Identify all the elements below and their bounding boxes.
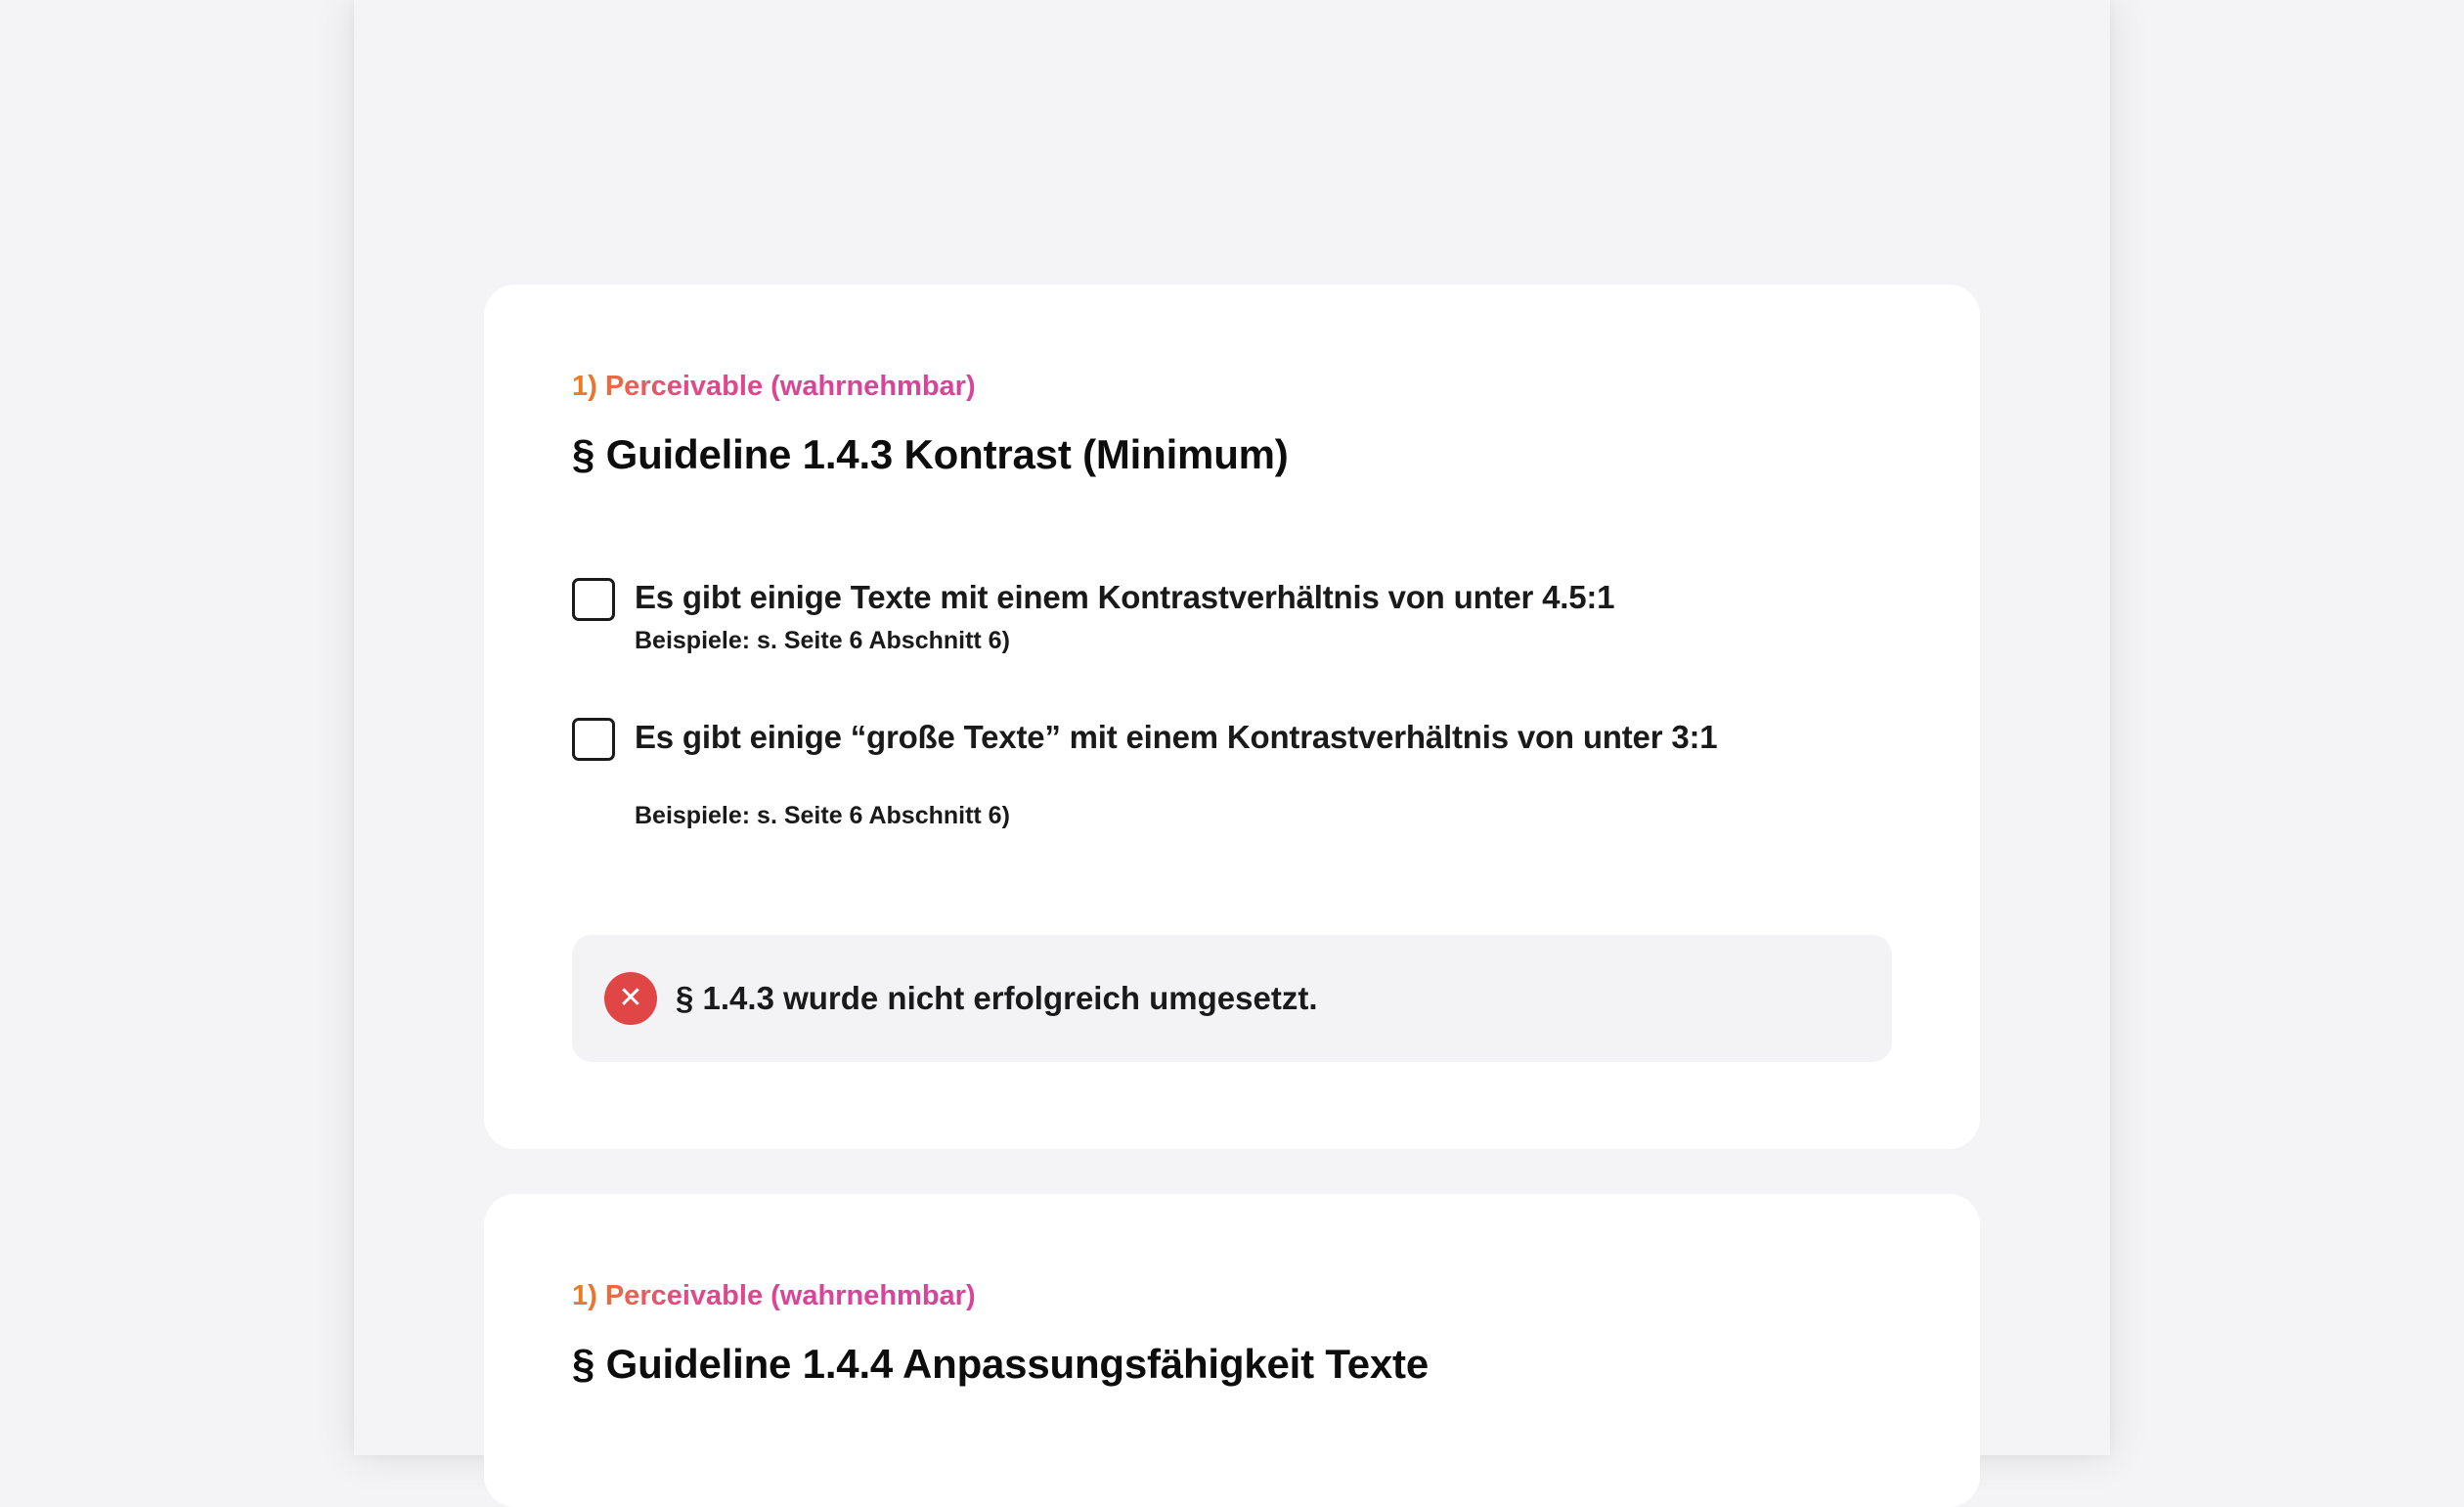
check-label: Es gibt einige “große Texte” mit einem Kontrastverhältnis von unter 3:1 <box>635 719 1718 755</box>
check-example-note: Beispiele: s. Seite 6 Abschnitt 6) <box>635 802 1010 829</box>
principle-label: 1) Perceivable (wahrnehmbar) <box>572 371 976 402</box>
checkbox[interactable] <box>572 718 615 761</box>
result-status-text: § 1.4.3 wurde nicht erfolgreich umgesetzt. <box>676 980 1318 1016</box>
guideline-title: § Guideline 1.4.3 Kontrast (Minimum) <box>572 431 1289 477</box>
check-label: Es gibt einige Texte mit einem Kontrastverhältnis von unter 4.5:1 <box>635 579 1615 615</box>
principle-label: 1) Perceivable (wahrnehmbar) <box>572 1280 976 1311</box>
guideline-card-1-4-3 <box>484 285 1980 1149</box>
close-circle-icon: ✕ <box>604 972 657 1025</box>
result-status-box <box>572 935 1892 1062</box>
guideline-title: § Guideline 1.4.4 Anpassungsfähigkeit Texte <box>572 1341 1429 1387</box>
report-page <box>354 0 2110 1455</box>
guideline-card-1-4-4 <box>484 1194 1980 1507</box>
check-example-note: Beispiele: s. Seite 6 Abschnitt 6) <box>635 627 1010 654</box>
checkbox[interactable] <box>572 578 615 621</box>
